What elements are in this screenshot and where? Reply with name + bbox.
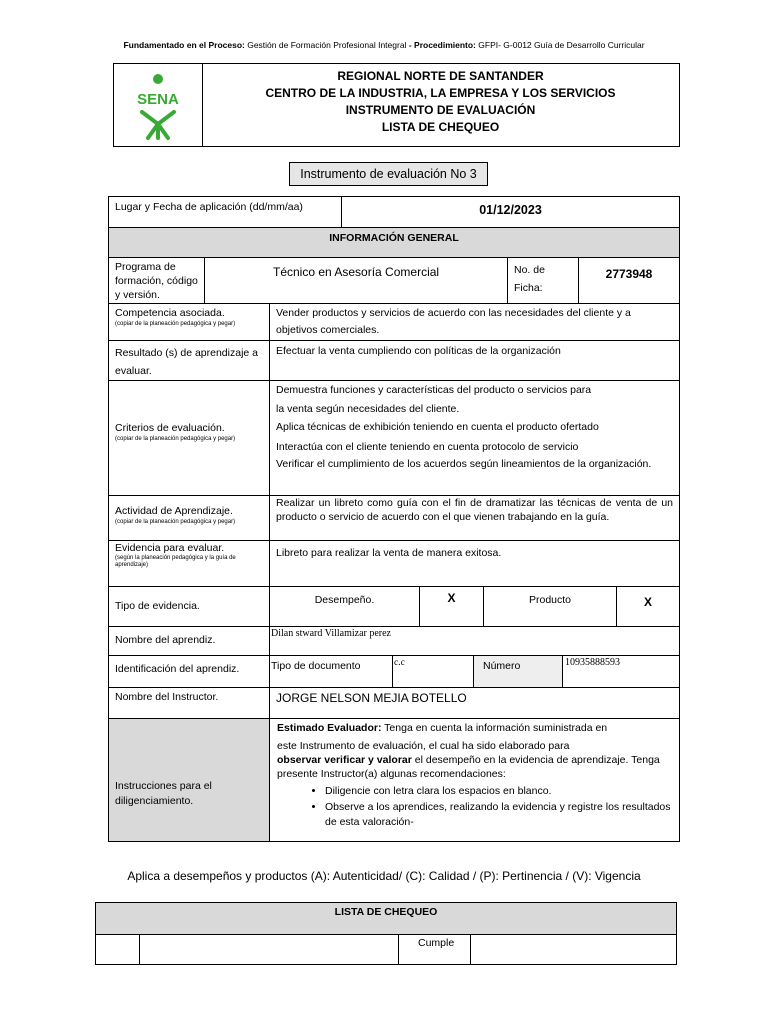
actividad-value: Realizar un libreto como guía con el fin de dramatizar las técnicas de venta de un producto o servicio de acuerdo con el que vienen trabajando en la guía. [269,495,680,541]
desempeno-mark: X [419,586,484,627]
criterio-item: Aplica técnicas de exhibición teniendo en cuenta el producto ofertado [276,421,599,433]
checklist-col-obs [470,934,677,965]
sena-logo-icon [114,64,202,146]
checklist-header: LISTA DE CHEQUEO [95,902,677,935]
instr-bold-observar: observar verificar y valorar [277,754,412,766]
id-label: Identificación del aprendiz. [108,655,270,688]
instructor-value: JORGE NELSON MEJIA BOTELLO [269,687,680,719]
evidencia-value: Libreto para realizar la venta de manera exitosa. [269,540,680,587]
evidencia-label: Evidencia para evaluar. [115,542,225,554]
program-value: Técnico en Asesoría Comercial [204,257,508,304]
instr-text: Tenga en cuenta la información suministrada en [381,722,608,734]
aprendiz-value[interactable]: Dilan stward Villamizar perez [269,626,680,656]
process-label: Fundamentado en el Proceso: [123,40,245,50]
instr-bullet: • Diligencie con letra clara los espacios en blanco. [325,783,675,800]
checklist-cumple-header: Cumple [398,934,471,965]
producto-label: Producto [483,586,617,627]
sena-logo [114,64,203,146]
logo-text: SENA [137,91,179,108]
procedure-label: - Procedimiento: [408,40,476,50]
header-title-instrumento: INSTRUMENTO DE EVALUACIÓN [345,103,536,117]
place-date-value: 01/12/2023 [341,196,680,228]
competencia-value: Vender productos y servicios de acuerdo con las necesidades del cliente y a objetivos comerciales. [269,303,680,341]
actividad-label: Actividad de Aprendizaje. [115,505,233,517]
actividad-label-cell [108,495,270,541]
instrument-number: Instrumento de evaluación No 3 [289,162,488,186]
checklist-col-criterio [139,934,399,965]
header-titles [202,68,679,136]
instrucciones-bullets [277,783,675,830]
checklist-col-num [95,934,140,965]
criterio-item: Demuestra funciones y características del producto o servicios para [276,384,592,396]
numero-value[interactable]: 10935888593 [562,655,680,688]
competencia-label-cell [108,303,270,341]
instr-text: este Instrumento de evaluación, el cual ha sido elaborado para [277,740,570,752]
ficha-value: 2773948 [578,257,680,304]
criterios-label: Criterios de evaluación. [115,422,225,434]
competencia-label: Competencia asociada. [115,307,225,319]
doc-type-label: Tipo de documento [269,655,393,688]
process-line [0,40,768,50]
criterio-item: la venta según necesidades del cliente. [276,403,460,415]
instr-bold-evaluador: Estimado Evaluador: [277,722,382,734]
apply-legend: Aplica a desempeños y productos (A): Autenticidad/ (C): Calidad / (P): Pertinencia / (V): Vigencia [127,869,641,883]
resultado-label: Resultado (s) de aprendizaje a evaluar. [108,340,270,381]
criterios-note: (copiar de la planeación pedagógica y pegar) [115,436,236,442]
desempeno-label: Desempeño. [269,586,420,627]
place-date-label: Lugar y Fecha de aplicación (dd/mm/aa) [108,196,342,228]
numero-label: Número [473,655,563,688]
general-info-header: INFORMACIÓN GENERAL [108,227,680,258]
header-title-lista: LISTA DE CHEQUEO [381,120,500,134]
instructor-label: Nombre del Instructor. [108,687,270,719]
header-title-regional: REGIONAL NORTE DE SANTANDER [337,69,544,83]
procedure-value: GFPI- G-0012 Guía de Desarrollo Curricular [478,40,645,50]
criterio-item: Interactúa con el cliente teniendo en cuenta protocolo de servicio [276,441,579,453]
tipo-evidencia-label: Tipo de evidencia. [108,586,270,627]
competencia-note: (copiar de la planeación pedagógica y pegar) [115,321,236,327]
process-value: Gestión de Formación Profesional Integral [247,40,407,50]
producto-mark: X [616,586,680,627]
evidencia-note: (según la planeación pedagógica y la guía de aprendizaje) [115,555,236,568]
instrucciones-body [269,718,680,842]
instr-text: presente Instructor(a) algunas recomendaciones: [277,768,506,780]
criterios-label-cell [108,380,270,496]
instrucciones-label: Instrucciones para el diligenciamiento. [108,718,270,842]
criterios-list [269,380,680,496]
aprendiz-label: Nombre del aprendiz. [108,626,270,656]
criterio-item: Verificar el cumplimiento de los acuerdos según lineamientos de la organización. [276,458,652,470]
instr-text: el desempeño en la evidencia de aprendizaje. Tenga [411,754,660,766]
evidencia-label-cell [108,540,270,587]
program-label: Programa de formación, código y versión. [108,257,205,304]
instr-bullet: • Observe a los aprendices, realizando la evidencia y registre los resultados de esta valoración- [325,800,675,830]
doc-type-value[interactable]: c.c [392,655,474,688]
header-title-centro: CENTRO DE LA INDUSTRIA, LA EMPRESA Y LOS SERVICIOS [265,86,616,100]
actividad-note: (copiar de la planeación pedagógica y pegar) [115,519,236,525]
ficha-label: No. de Ficha: [507,257,579,304]
resultado-value: Efectuar la venta cumpliendo con políticas de la organización [269,340,680,381]
document-header [113,63,680,147]
